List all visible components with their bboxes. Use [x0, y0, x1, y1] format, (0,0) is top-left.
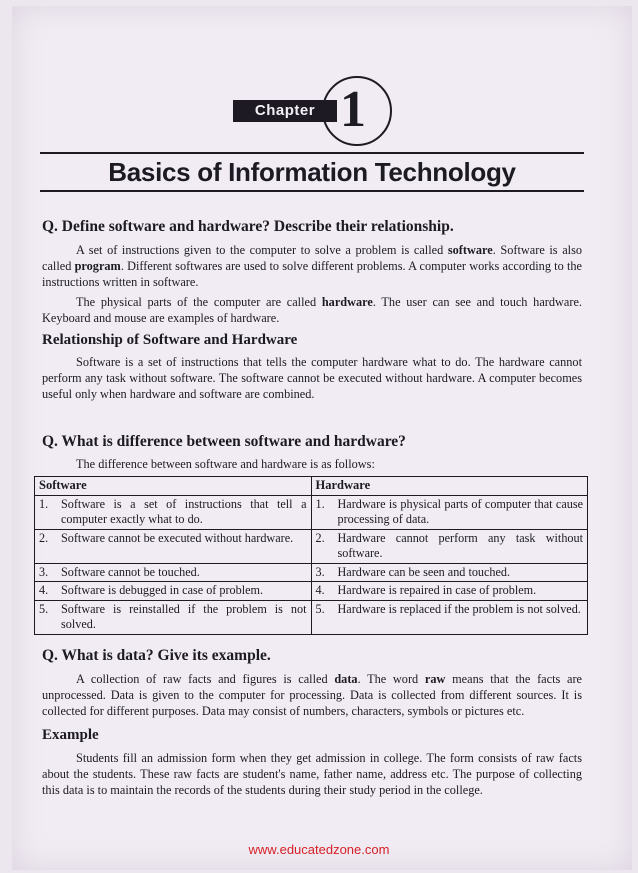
- chapter-number: 1: [340, 81, 366, 138]
- table-row: 5. Software is reinstalled if the problem is not solved. 5. Hardware is replaced if the problem is not solved.: [35, 600, 588, 634]
- column-header-software: Software: [35, 477, 312, 496]
- title-rule-bottom: [40, 190, 584, 192]
- table-row: 3. Software cannot be touched. 3. Hardware can be seen and touched.: [35, 563, 588, 582]
- paragraph-software: A set of instructions given to the computer to solve a problem is called software. Software is also called program. Different softwares are used to solve different problems. A computer works according to the instructions written in software.: [42, 243, 582, 289]
- page-title: Basics of Information Technology: [108, 157, 516, 187]
- question-difference: Q. What is difference between software and hardware?: [42, 433, 406, 450]
- hardware-point: Hardware is repaired in case of problem.: [337, 583, 537, 597]
- software-point: Software is reinstalled if the problem is not solved.: [61, 601, 307, 631]
- relationship-heading: Relationship of Software and Hardware: [42, 332, 298, 348]
- software-point: Software cannot be executed without hardware.: [61, 530, 294, 545]
- table-row: 4. Software is debugged in case of problem. 4. Hardware is repaired in case of problem.: [35, 582, 588, 601]
- paragraph-hardware: The physical parts of the computer are called hardware. The user can see and touch hardware. Keyboard and mouse are examples of hardware.: [42, 295, 582, 325]
- footer-url[interactable]: www.educatedzone.com: [248, 842, 390, 857]
- hardware-point: Hardware is replaced if the problem is not solved.: [337, 601, 581, 616]
- column-header-hardware: Hardware: [311, 477, 588, 496]
- comparison-table: [34, 476, 588, 635]
- paragraph-data: A collection of raw facts and figures is called data. The word raw means that the facts are unprocessed. Data is given to the computer for processing. Data is collected from different sources. It is collected for different purposes. Data may consist of numbers, characters, symbols or pictures etc.: [42, 672, 582, 718]
- difference-intro: The difference between software and hardware is as follows:: [76, 457, 375, 471]
- section-difference: [42, 432, 582, 472]
- example-heading: Example: [42, 727, 99, 743]
- hardware-point: Hardware can be seen and touched.: [337, 564, 511, 579]
- hardware-point: Hardware cannot perform any task without software.: [337, 530, 583, 560]
- section-data: [42, 646, 582, 798]
- chapter-label: Chapter: [233, 100, 337, 122]
- software-point: Software is debugged in case of problem.: [61, 583, 264, 597]
- software-point: Software cannot be touched.: [61, 564, 200, 579]
- paragraph-relationship: Software is a set of instructions that tells the computer hardware what to do. The hardware cannot perform any task without software. The software cannot be executed without hardware. A computer becomes useful only when hardware and software are combined.: [42, 355, 582, 401]
- question-data: Q. What is data? Give its example.: [42, 647, 271, 664]
- table-row: 2. Software cannot be executed without hardware. 2. Hardware cannot perform any task without software.: [35, 529, 588, 563]
- hardware-point: Hardware is physical parts of computer that cause processing of data.: [337, 496, 583, 526]
- table-row: 1. Software is a set of instructions that tell a computer exactly what to do. 1. Hardware is physical parts of computer that cause processing of data.: [35, 495, 588, 529]
- paragraph-example: Students fill an admission form when they get admission in college. The form consists of raw facts about the students. These raw facts are student's name, father name, address etc. The purpose of collecting this data is to maintain the records of the students during their study period in the college.: [42, 751, 582, 797]
- question-define: Q. Define software and hardware? Describe their relationship.: [42, 218, 454, 235]
- software-point: Software is a set of instructions that tell a computer exactly what to do.: [61, 496, 307, 526]
- section-software-hardware: [42, 217, 582, 402]
